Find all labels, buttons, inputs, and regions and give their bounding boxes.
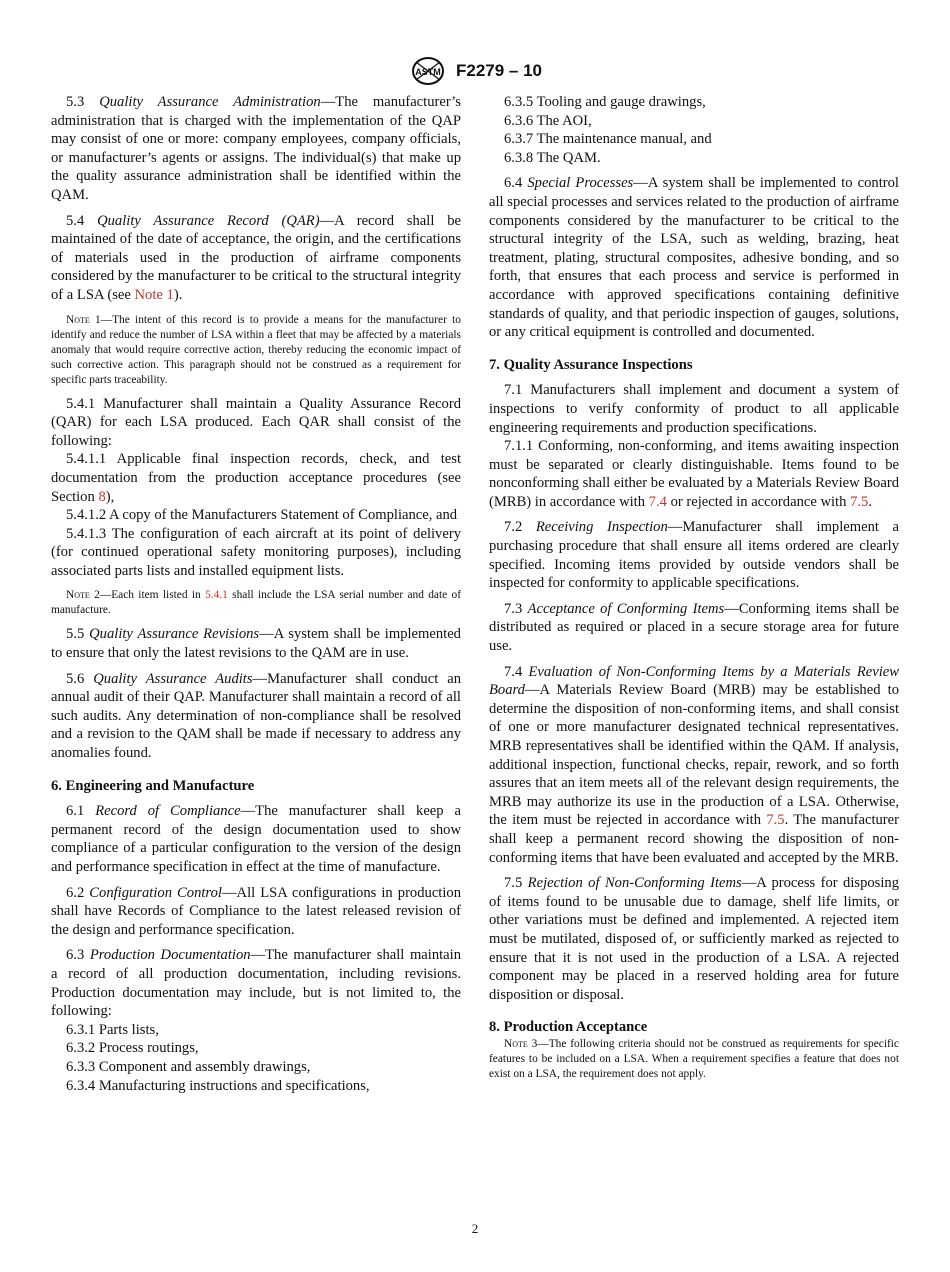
paragraph-6-2: 6.2 Configuration Control—All LSA configurations in production shall have Records of Compliance to the latest released revision of the design and performance specification. — [51, 884, 461, 938]
page-number: 2 — [471, 1221, 479, 1236]
list-item: 6.3.1 Parts lists, — [66, 1021, 159, 1038]
paragraph-7-1-1: 7.1.1 Conforming, non-conforming, and items awaiting inspection must be separated or clearly distinguishable. Items found to be nonconforming shall either be evaluated by a Materials Review Board (MRB) in accordance with 7.4 or rejected in accordance with 7.5. — [489, 438, 899, 510]
paragraph-5-5: 5.5 Quality Assurance Revisions—A system shall be implemented to ensure that only the latest revisions to the QAM are in use. — [51, 626, 461, 662]
list-item: 6.3.5 Tooling and gauge drawings, — [504, 94, 706, 110]
paragraph-7-4: 7.4 Evaluation of Non-Conforming Items by a Materials Review Board—A Materials Review Board (MRB) may be established to determine the disposition of non-conforming items, and shall consist of one or more manufacturer designated technical representatives. MRB representatives shall be identified within the QAM. If analysis, additional inspection, functional checks, repair, rework, and so forth assures that an item meets all of the relevant design requirements, the MRB may authorize its use in the production of a LSA. Otherwise, the item must be rejected in accordance with 7.5. The manufacturer shall keep a permanent record showing the disposition of non-conforming items that have been evaluated and accepted by the MRB. — [489, 663, 899, 866]
paragraph-5-3: 5.3 Quality Assurance Administration—The manufacturer’s administration that is charged with the implementation of the QAP may consist of one or more: company employees, company officials, or manufacturer’s agents or assigns. The individual(s) that make up the quality assurance administration shall be identified within the QAM. — [51, 94, 461, 203]
7-5-link[interactable]: 7.5 — [850, 493, 869, 510]
note-3: Note 3—The following criteria should not be construed as requirements for specific features to be included on a LSA. When a requirement specifies a feature that does not exist on a LSA, the requirement does not apply. — [489, 1037, 899, 1080]
section-7-heading: 7. Quality Assurance Inspections — [489, 356, 693, 373]
paragraph-7-2: 7.2 Receiving Inspection—Manufacturer shall implement a purchasing procedure that shall ensure all items ordered are clearly specified. Incoming items provided by outside vendors shall be inspected for conformity to applicable specifications. — [489, 519, 900, 592]
7-4-link[interactable]: 7.4 — [648, 493, 667, 510]
note-1: Note 1—The intent of this record is to provide a means for the manufacturer to identify and reduce the number of LSA within a fleet that may be affected by a materials anomaly that would require corrective action, thereby reducing the economic impact of such corrective action. This paragraph should not be construed as a requirement for specific parts traceability. — [51, 313, 461, 386]
section-6-heading: 6. Engineering and Manufacture — [51, 777, 255, 794]
right-column — [489, 93, 899, 1082]
paragraph-7-3: 7.3 Acceptance of Conforming Items—Conforming items shall be distributed as required or placed in a secure storage area for future use. — [489, 600, 900, 655]
list-item: 6.3.4 Manufacturing instructions and specifications, — [66, 1077, 370, 1094]
paragraph-5-4-1: 5.4.1 Manufacturer shall maintain a Quality Assurance Record (QAR) for each LSA produced. Each QAR shall consist of the following: — [51, 395, 461, 449]
paragraph-5-4-1-1: 5.4.1.1 Applicable final inspection records, check, and test documentation from the production acceptance procedures (see Section 8), — [51, 451, 461, 505]
document-code: F2279 – 10 — [455, 61, 542, 80]
list-item: 6.3.8 The QAM. — [504, 149, 601, 166]
note-2: Note 2—Each item listed in 5.4.1 shall include the LSA serial number and date of manufacture. — [51, 589, 462, 617]
list-item: 6.3.7 The maintenance manual, and — [504, 131, 712, 148]
section-8-link[interactable]: 8 — [98, 488, 106, 505]
list-item: 6.3.3 Component and assembly drawings, — [66, 1058, 311, 1075]
astm-logo-icon — [408, 56, 448, 86]
list-item: 6.3.6 The AOI, — [504, 112, 592, 129]
5-4-1-link[interactable]: 5.4.1 — [205, 589, 228, 602]
svg-text:ASTM: ASTM — [415, 67, 441, 77]
paragraph-5-4-1-3: 5.4.1.3 The configuration of each aircraft at its point of delivery (for continued operational safety monitoring purposes), including associated parts lists and installed equipment lists. — [51, 525, 461, 579]
list-item: 6.3.2 Process routings, — [66, 1040, 199, 1057]
page-header — [0, 56, 950, 86]
paragraph-5-4: 5.4 Quality Assurance Record (QAR)—A record shall be maintained of the date of acceptance, the origin, and the certifications of materials used in the production of airframe components considered by the manufacturer to be critical to the structural integrity of a LSA (see Note 1). — [51, 212, 461, 303]
paragraph-7-5: 7.5 Rejection of Non-Conforming Items—A process for disposing of items found to be unusable due to damage, shelf life limits, or other variations must be defined and implemented. A rejected item must be mutilated, disposed of, or sufficiently marked as rejected to ensure that it is not used in the production of a LSA. A rejected component may be placed in a reserved holding area for future disposition or disposal. — [489, 875, 899, 1003]
paragraph-6-3: 6.3 Production Documentation—The manufacturer shall maintain a record of all production documentation, including revisions. Production documentation may include, but is not limited to, the following: — [51, 947, 462, 1020]
paragraph-7-1: 7.1 Manufacturers shall implement and document a system of inspections to verify conformity of product to all applicable engineering requirements and production specifications. — [489, 382, 899, 436]
left-column — [51, 93, 461, 1095]
section-8-heading: 8. Production Acceptance — [489, 1019, 648, 1036]
paragraph-5-6: 5.6 Quality Assurance Audits—Manufacturer shall conduct an annual audit of their QAP. Manufacturer shall maintain a record of all such audits. Any determination of non-compliance shall be resolved and a revision to the QAM shall be made if necessary to address any anomalies found. — [51, 670, 461, 762]
paragraph-5-4-1-2: 5.4.1.2 A copy of the Manufacturers Statement of Compliance, and — [66, 507, 458, 524]
note-1-link[interactable]: Note 1 — [134, 286, 174, 303]
7-5-link[interactable]: 7.5 — [766, 812, 785, 829]
paragraph-6-1: 6.1 Record of Compliance—The manufacturer shall keep a permanent record of the design documentation used to show compliance of a particular configuration to the version of the design and performance specification in effect at the time of manufacture. — [51, 803, 461, 875]
paragraph-6-4: 6.4 Special Processes—A system shall be implemented to control all special processes and services related to the production of airframe components considered by the manufacturer to be critical to the structural integrity of the LSA, such as welding, brazing, heat treatment, plating, structural composites, adhesive bonding, and so forth, that ensures that each process and service is performed in accordance with approved specifications containing definitive standards of quality, and that periodic inspection of gauges, solutions, or any critical equipment is controlled and documented. — [489, 175, 899, 341]
